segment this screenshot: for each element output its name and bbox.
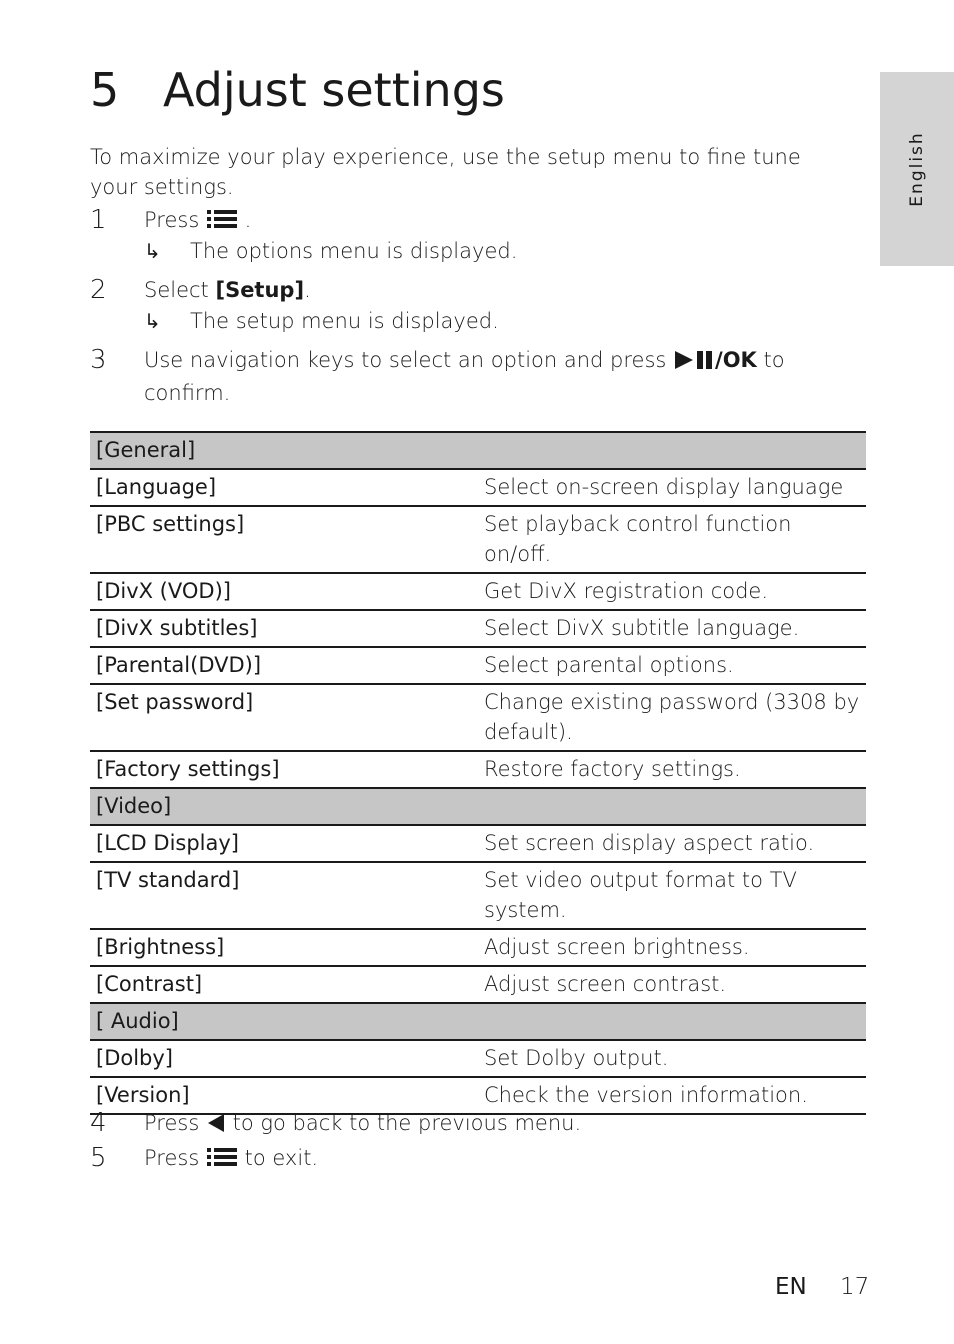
table-section-header [90, 788, 866, 825]
table-row [90, 825, 866, 862]
option-description: Select parental options. [478, 647, 866, 684]
table-row [90, 573, 866, 610]
option-description: Select on-screen display language [478, 469, 866, 506]
table-row [90, 469, 866, 506]
chapter-title: Adjust settings [163, 63, 505, 117]
step-number: 3 [90, 345, 107, 375]
options-menu-icon [206, 208, 238, 238]
footer-language-code: EN [775, 1274, 807, 1300]
table-row [90, 610, 866, 647]
step-number: 2 [90, 275, 107, 305]
option-description: Change existing password (3308 by default). [478, 684, 866, 751]
step-number: 4 [90, 1108, 107, 1138]
play-pause-icon [673, 348, 715, 378]
table-row [90, 647, 866, 684]
option-description: Check the version information. [478, 1077, 866, 1114]
table-row [90, 506, 866, 573]
table-row [90, 751, 866, 788]
option-name: [Brightness] [90, 929, 478, 966]
section-name: [ Audio] [90, 1003, 866, 1040]
option-description: Adjust screen brightness. [478, 929, 866, 966]
option-name: [Language] [90, 469, 478, 506]
option-description: Restore factory settings. [478, 751, 866, 788]
language-label: English [907, 131, 927, 207]
option-name: [Parental(DVD)] [90, 647, 478, 684]
section-name: [General] [90, 432, 866, 469]
settings-table [90, 431, 866, 1115]
option-description: Set Dolby output. [478, 1040, 866, 1077]
option-description: Set playback control function on/off. [478, 506, 866, 573]
chapter-number: 5 [90, 63, 120, 117]
step-result: ↳ The setup menu is displayed. [144, 306, 499, 336]
table-row [90, 929, 866, 966]
option-name: [TV standard] [90, 862, 478, 929]
table-row [90, 966, 866, 1003]
intro-paragraph: To maximize your play experience, use the setup menu to fine tune your settings. [90, 145, 801, 199]
result-arrow-icon: ↳ [144, 239, 161, 263]
step-text: Select [Setup]. [144, 278, 311, 302]
step-text: Press to exit. [144, 1143, 804, 1176]
option-description: Get DivX registration code. [478, 573, 866, 610]
option-name: [Contrast] [90, 966, 478, 1003]
step-result: ↳ The options menu is displayed. [144, 236, 517, 266]
table-section-header [90, 432, 866, 469]
option-name: [Dolby] [90, 1040, 478, 1077]
table-section-header [90, 1003, 866, 1040]
section-name: [Video] [90, 788, 866, 825]
step-text: Press to go back to the previous menu. [144, 1108, 804, 1141]
back-arrow-icon [206, 1111, 226, 1141]
option-description: Select DivX subtitle language. [478, 610, 866, 647]
option-description: Set screen display aspect ratio. [478, 825, 866, 862]
table-row [90, 1040, 866, 1077]
step-number: 5 [90, 1143, 107, 1173]
result-arrow-icon: ↳ [144, 309, 161, 333]
options-menu-icon [206, 1146, 238, 1176]
page-title [90, 62, 505, 118]
language-side-tab [880, 72, 954, 266]
option-name: [LCD Display] [90, 825, 478, 862]
page-number: 17 [840, 1274, 870, 1300]
option-name: [Version] [90, 1077, 478, 1114]
option-name: [DivX (VOD)] [90, 573, 478, 610]
option-name: [Set password] [90, 684, 478, 751]
table-row [90, 684, 866, 751]
option-name: [PBC settings] [90, 506, 478, 573]
option-description: Adjust screen contrast. [478, 966, 866, 1003]
option-name: [Factory settings] [90, 751, 478, 788]
table-row [90, 862, 866, 929]
option-name: [DivX subtitles] [90, 610, 478, 647]
option-description: Set video output format to TV system. [478, 862, 866, 929]
step-text: Press . [144, 205, 804, 238]
step-text: Use navigation keys to select an option and press /OK to confirm. [144, 348, 785, 405]
step-number: 1 [90, 205, 107, 235]
